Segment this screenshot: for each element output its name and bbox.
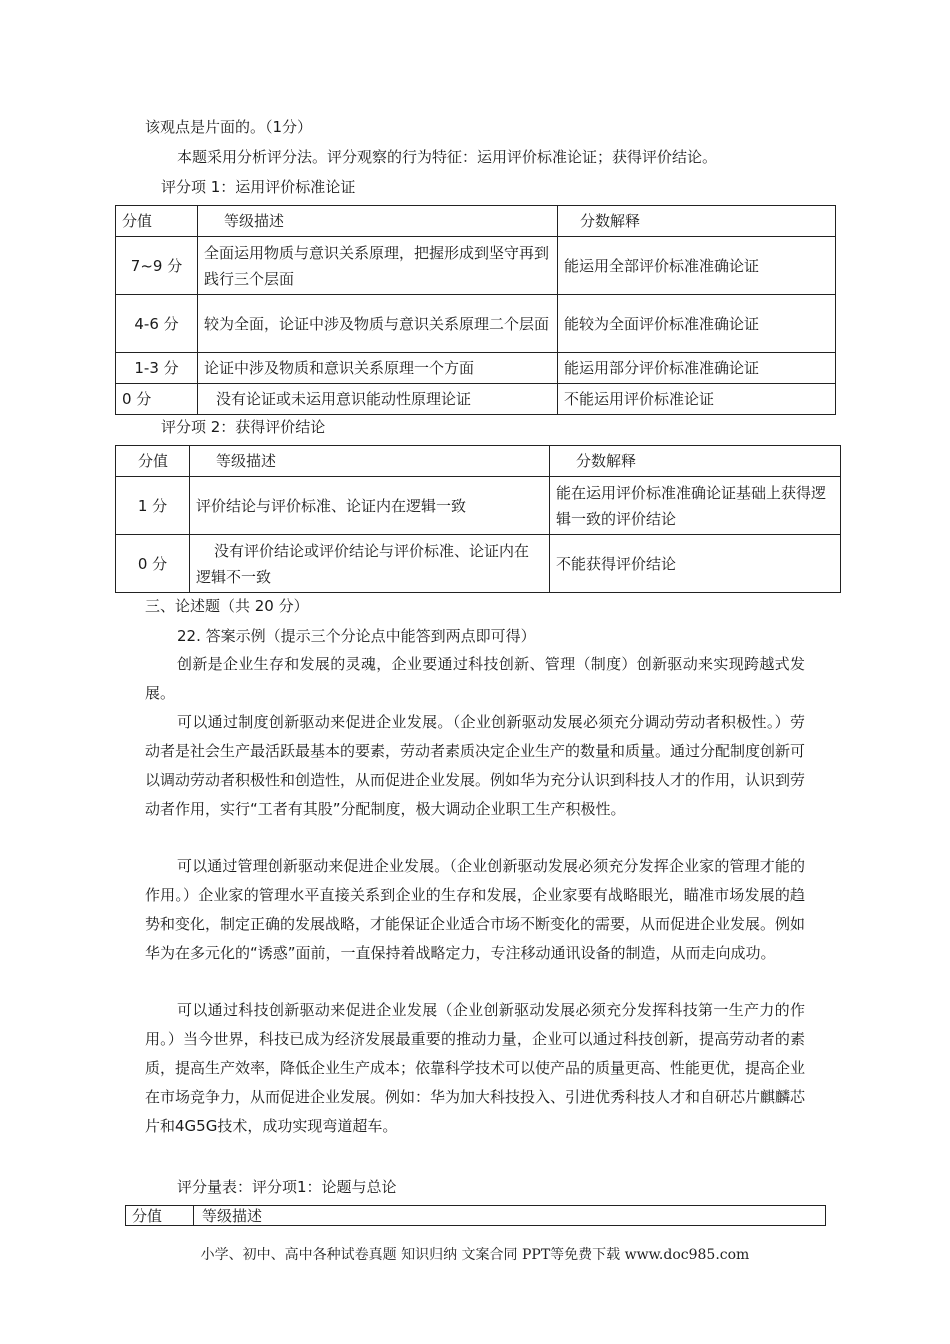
row-score: 1-3 分 — [116, 353, 198, 384]
item1-title: 评分项 1：运用评价标准论证 — [161, 178, 356, 196]
footer-text: 小学、初中、高中各种试卷真题 知识归纳 文案合同 PPT等免费下载 www.doc985.com — [200, 1247, 750, 1263]
row-desc: 评价结论与评价标准、论证内在逻辑一致 — [190, 477, 550, 535]
item1-table — [115, 205, 836, 415]
table-row — [116, 477, 841, 535]
intro-line-1: 该观点是片面的。（1分） — [145, 118, 313, 136]
answer-paragraph-3: 可以通过管理创新驱动来促进企业发展。（企业创新驱动发展必须充分发挥企业家的管理才能的作用。）企业家的管理水平直接关系到企业的生存和发展，企业家要有战略眼光，瞄准市场发展的趋势和变化，制定正确的发展战略，才能保证企业适合市场不断变化的需要，从而促进企业发展。例如华为在多元化的“诱惑”面前，一直保持着战略定力，专注移动通讯设备的制造，从而走向成功。 — [145, 857, 806, 962]
header-desc: 等级描述 — [190, 446, 550, 477]
row-explain: 能较为全面评价标准准确论证 — [558, 295, 836, 353]
question-22: 22. 答案示例（提示三个分论点中能答到两点即可得） — [177, 627, 536, 645]
row-score: 0 分 — [116, 384, 198, 415]
table-header-row — [116, 446, 841, 477]
row-desc: 没有论证或未运用意识能动性原理论证 — [198, 384, 558, 415]
table-row — [116, 384, 836, 415]
row-score: 1 分 — [116, 477, 190, 535]
header-score: 分值 — [116, 206, 198, 237]
row-desc: 较为全面，论证中涉及物质与意识关系原理二个层面 — [198, 295, 558, 353]
header-explain: 分数解释 — [550, 446, 841, 477]
table-row — [116, 295, 836, 353]
answer-paragraph-4: 可以通过科技创新驱动来促进企业发展（企业创新驱动发展必须充分发挥科技第一生产力的作用。）当今世界，科技已成为经济发展最重要的推动力量，企业可以通过科技创新，提高劳动者的素质，提高生产效率，降低企业生产成本；依靠科学技术可以使产品的质量更高、性能更优，提高企业在市场竞争力，从而促进企业发展。例如：华为加大科技投入、引进优秀科技人才和自研芯片麒麟芯片和4G5G技术，成功实现弯道超车。 — [145, 1001, 806, 1135]
table-row — [116, 535, 841, 593]
row-explain: 能运用全部评价标准准确论证 — [558, 237, 836, 295]
row-explain: 不能运用评价标准论证 — [558, 384, 836, 415]
section3-title: 三、论述题（共 20 分） — [145, 597, 309, 615]
table-row — [116, 353, 836, 384]
header-desc: 等级描述 — [198, 206, 558, 237]
row-desc: 论证中涉及物质和意识关系原理一个方面 — [198, 353, 558, 384]
intro-line-2: 本题采用分析评分法。评分观察的行为特征：运用评价标准论证；获得评价结论。 — [177, 148, 718, 166]
item2-title: 评分项 2：获得评价结论 — [161, 418, 326, 436]
row-score: 4-6 分 — [116, 295, 198, 353]
header-score: 分值 — [116, 446, 190, 477]
row-score: 7~9 分 — [116, 237, 198, 295]
answer-paragraph-1: 创新是企业生存和发展的灵魂，企业要通过科技创新、管理（制度）创新驱动来实现跨越式发展。 — [145, 655, 805, 702]
row-score: 0 分 — [116, 535, 190, 593]
row-explain: 能运用部分评价标准准确论证 — [558, 353, 836, 384]
table-header-row — [126, 1206, 826, 1226]
table-header-row — [116, 206, 836, 237]
answer-paragraph-2: 可以通过制度创新驱动来促进企业发展。（企业创新驱动发展必须充分调动劳动者积极性。）劳动者是社会生产最活跃最基本的要素，劳动者素质决定企业生产的数量和质量。通过分配制度创新可以调动劳动者积极性和创造性，从而促进企业发展。例如华为充分认识到科技人才的作用，认识到劳动者作用，实行“工者有其股”分配制度，极大调动企业职工生产积极性。 — [145, 713, 806, 818]
item2-table — [115, 445, 841, 593]
scale-title: 评分量表：评分项1：论题与总论 — [177, 1178, 397, 1196]
row-explain: 不能获得评价结论 — [550, 535, 841, 593]
row-desc: 全面运用物质与意识关系原理，把握形成到坚守再到践行三个层面 — [198, 237, 558, 295]
header-score: 分值 — [126, 1206, 194, 1226]
row-desc: 没有评价结论或评价结论与评价标准、论证内在逻辑不一致 — [190, 535, 550, 593]
header-desc: 等级描述 — [194, 1206, 826, 1226]
scale-table — [125, 1205, 826, 1226]
table-row — [116, 237, 836, 295]
row-explain: 能在运用评价标准准确论证基础上获得逻辑一致的评价结论 — [550, 477, 841, 535]
header-explain: 分数解释 — [558, 206, 836, 237]
